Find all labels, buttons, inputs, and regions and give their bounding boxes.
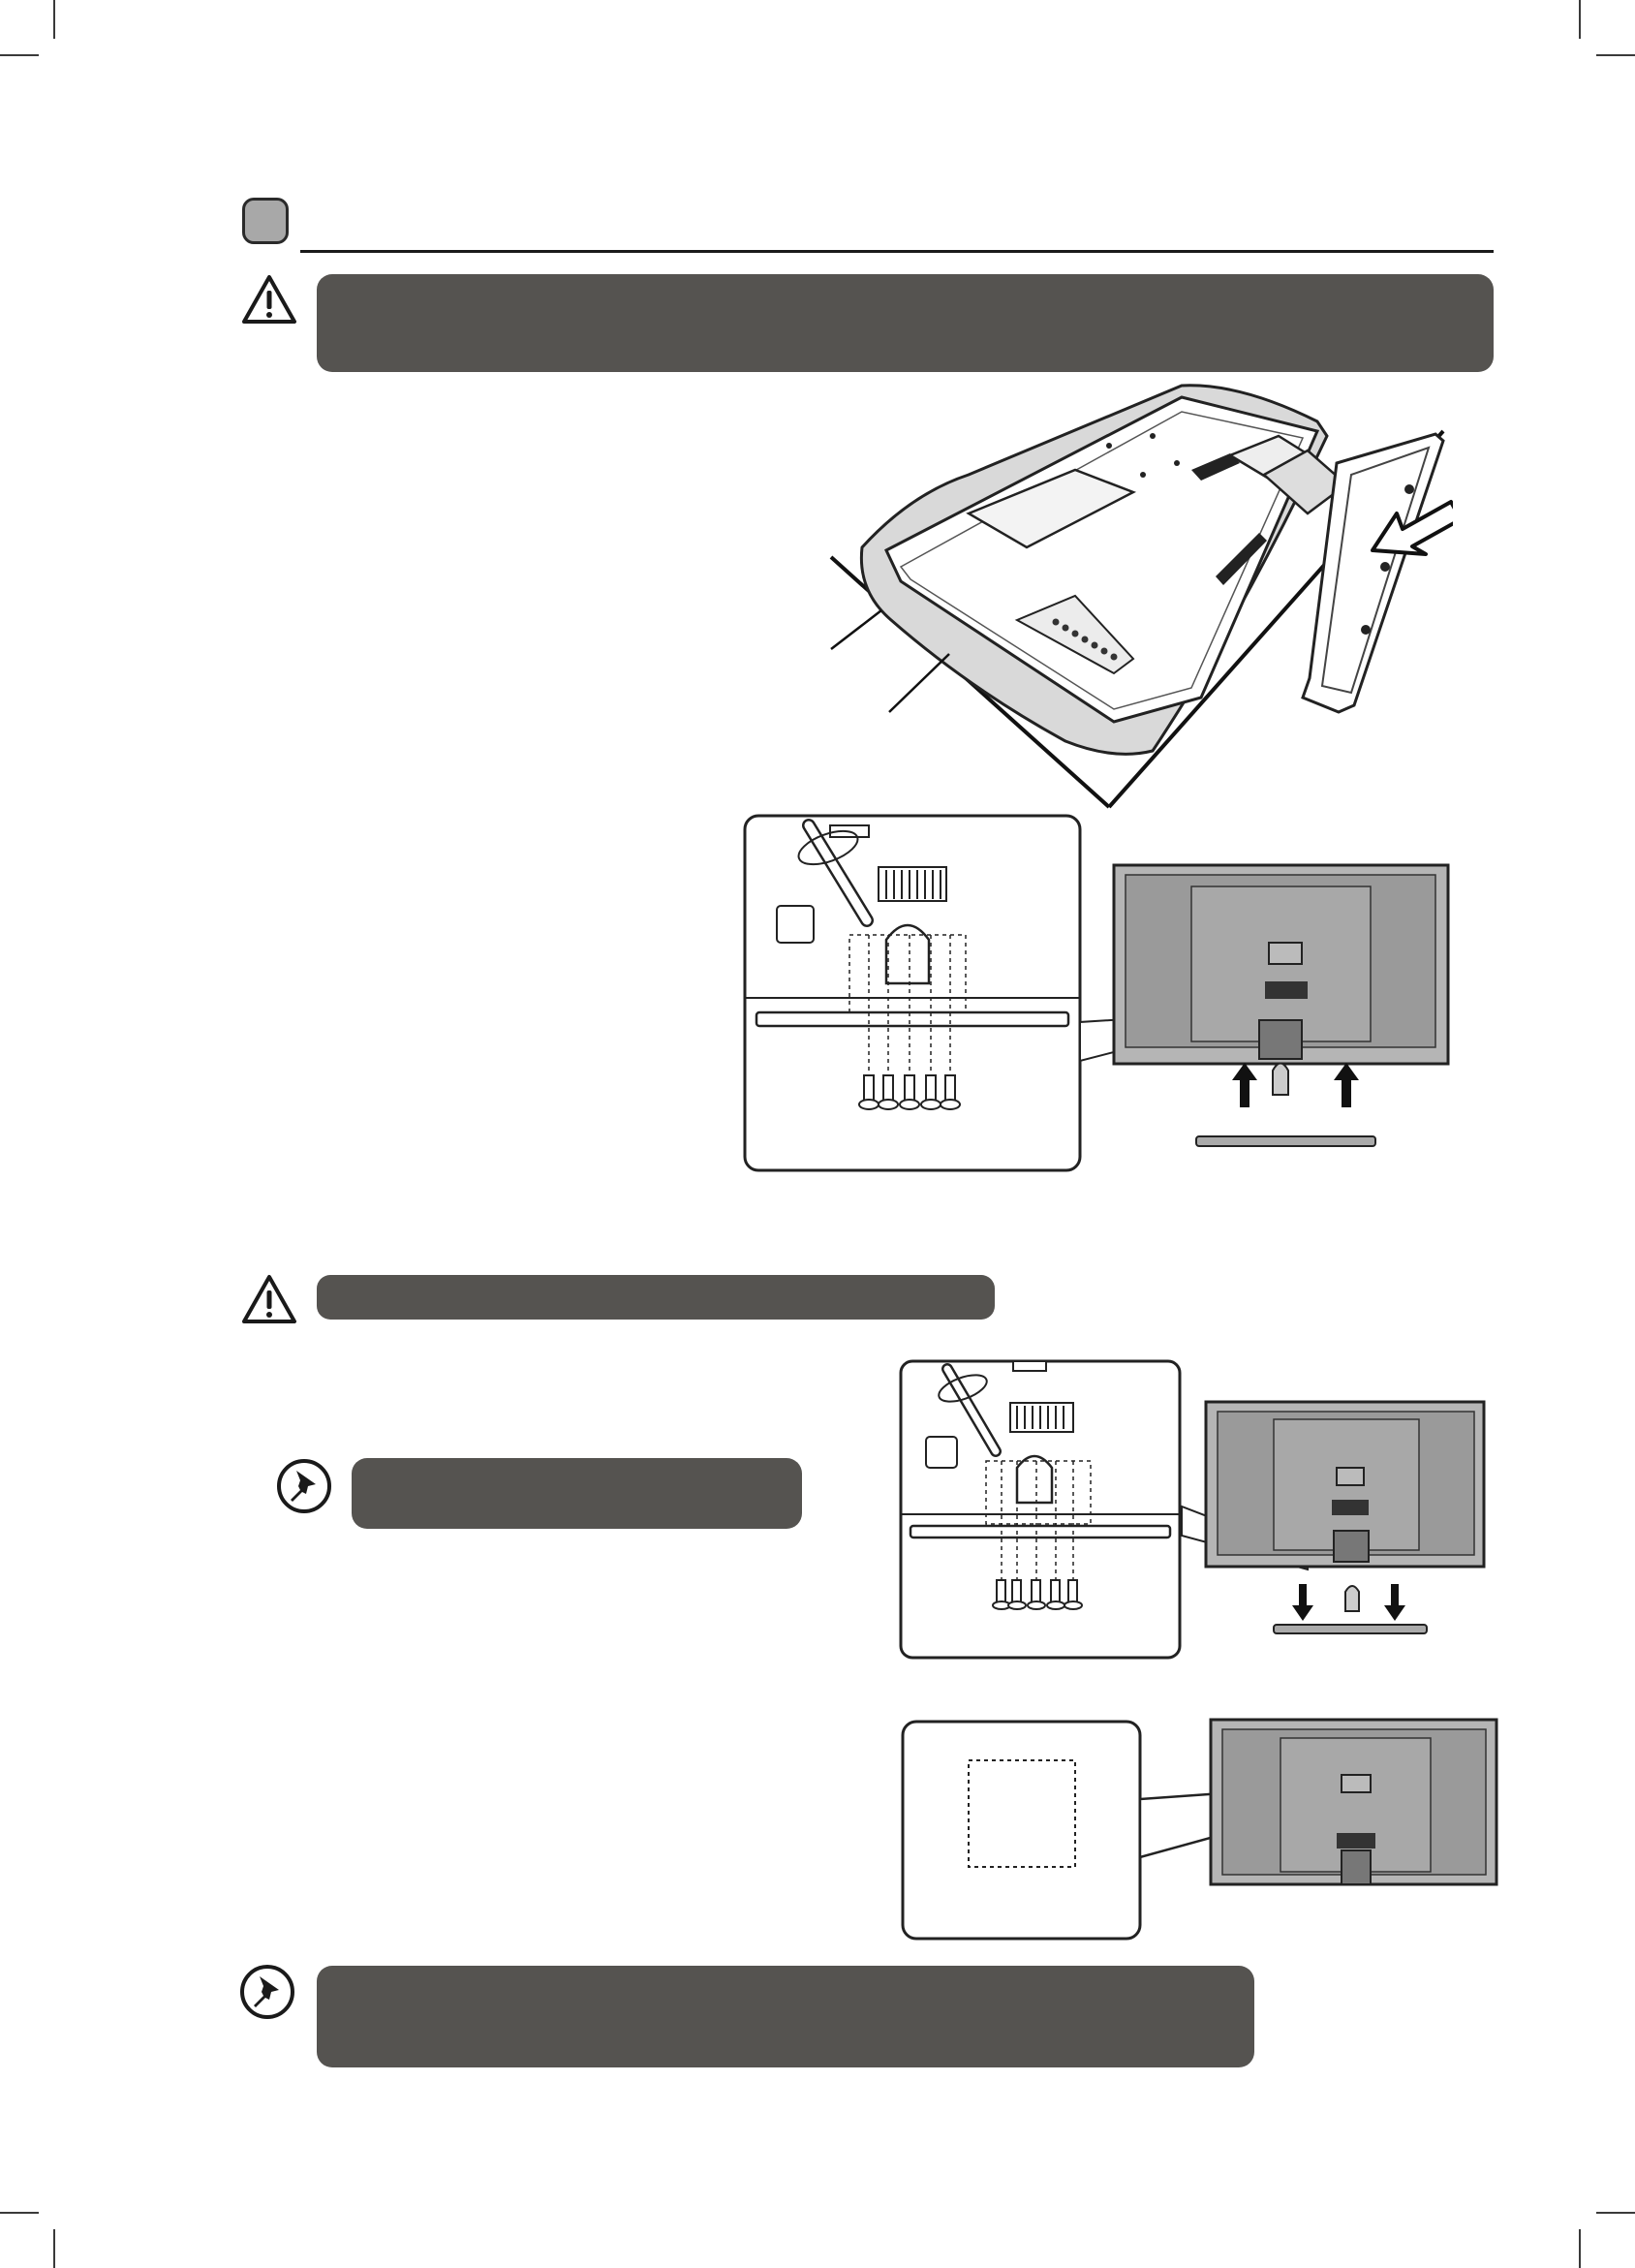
stand-screw-detail-box	[743, 814, 1082, 1172]
crop-mark	[0, 2212, 39, 2214]
page-title	[310, 199, 1472, 237]
tv-rear-attach-illustration	[1075, 857, 1458, 1153]
note-banner-text	[352, 1458, 802, 1481]
section-marker	[242, 198, 289, 244]
crop-mark	[1596, 2212, 1635, 2214]
warning-triangle-icon	[240, 273, 298, 326]
crop-mark	[1579, 2229, 1581, 2268]
warning-banner-text	[317, 274, 1494, 309]
tv-facedown-illustration	[823, 378, 1453, 814]
warning-banner	[317, 274, 1494, 372]
header-rule	[300, 250, 1494, 253]
warning-banner-short-text	[317, 1275, 995, 1290]
crop-mark	[53, 2229, 55, 2268]
crop-mark	[1579, 0, 1581, 39]
note-banner	[352, 1458, 802, 1529]
crop-mark	[0, 54, 39, 56]
crop-mark	[53, 0, 55, 39]
warning-banner-short	[317, 1275, 995, 1320]
pushpin-icon	[275, 1457, 333, 1515]
note-banner-bottom-text	[317, 1966, 1254, 2001]
warning-triangle-icon	[240, 1273, 298, 1325]
note-banner-bottom	[317, 1966, 1254, 2067]
crop-mark	[1596, 54, 1635, 56]
vesa-mount-detail-box	[901, 1717, 1501, 1942]
pushpin-icon	[238, 1963, 296, 2021]
stand-remove-detail-box	[899, 1359, 1182, 1660]
tv-rear-detach-illustration	[1177, 1400, 1492, 1642]
